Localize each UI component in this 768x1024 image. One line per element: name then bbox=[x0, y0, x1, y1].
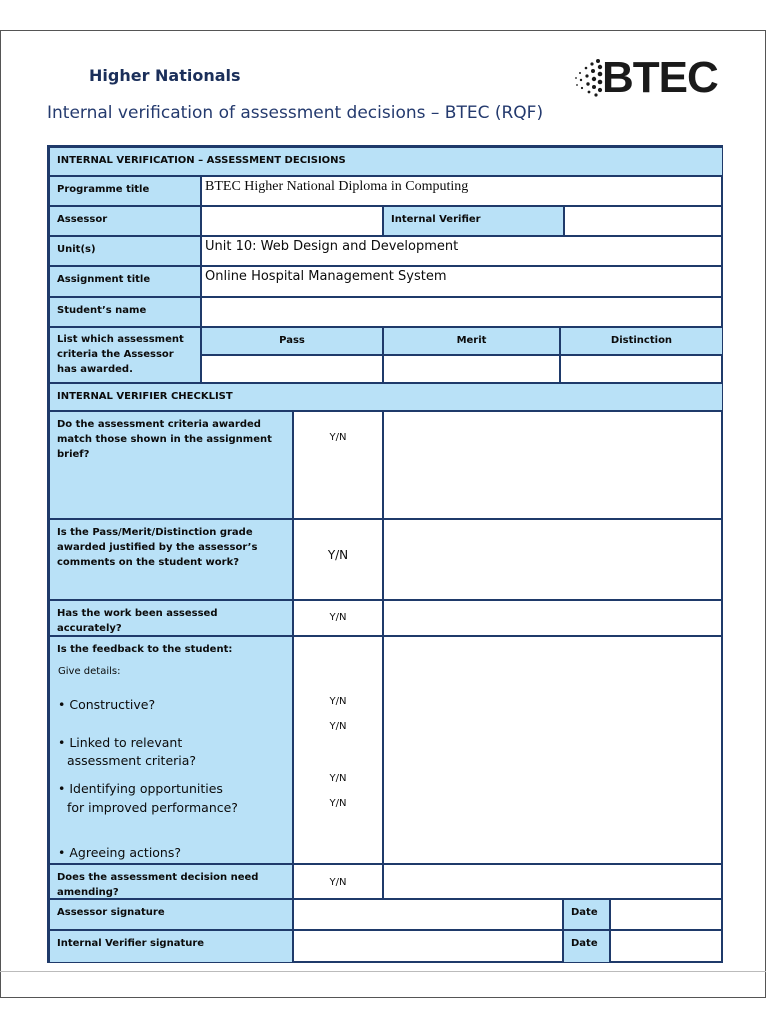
assessor-date-field[interactable] bbox=[610, 899, 723, 930]
q2-yn: Y/N bbox=[327, 548, 349, 562]
iv-date-field[interactable] bbox=[610, 930, 723, 963]
q5-yn: Y/N bbox=[329, 877, 347, 888]
merit-column-header: Merit bbox=[383, 327, 560, 355]
linked-item-cont: assessment criteria? bbox=[67, 753, 197, 768]
q1-yn-field[interactable] bbox=[293, 411, 383, 519]
assignment-title-field[interactable]: Online Hospital Management System bbox=[201, 266, 723, 297]
merit-criteria-field[interactable] bbox=[383, 355, 560, 383]
criteria-label: List which assessment criteria the Assessor has awarded. bbox=[49, 327, 201, 383]
q2-comment-field[interactable] bbox=[383, 519, 723, 600]
linked-yn: Y/N bbox=[329, 721, 347, 732]
iv-signature-field[interactable] bbox=[293, 930, 563, 963]
page-divider bbox=[0, 971, 766, 972]
assessor-signature-field[interactable] bbox=[293, 899, 563, 930]
q4-comment-field[interactable] bbox=[383, 636, 723, 864]
q1-label: Do the assessment criteria awarded match those shown in the assignment brief? bbox=[49, 411, 293, 519]
student-name-field[interactable] bbox=[201, 297, 723, 327]
constructive-yn: Y/N bbox=[329, 696, 347, 707]
verification-form bbox=[47, 145, 723, 963]
iv-signature-label: Internal Verifier signature bbox=[49, 930, 293, 963]
logo-wordmark: BTEC bbox=[602, 53, 718, 102]
btec-logo bbox=[574, 52, 724, 104]
q4-give-details: Give details: bbox=[58, 666, 121, 677]
section-title: INTERNAL VERIFICATION – ASSESSMENT DECISIONS bbox=[49, 147, 723, 176]
assessor-field[interactable] bbox=[201, 206, 383, 236]
assessor-signature-label: Assessor signature bbox=[49, 899, 293, 930]
units-field[interactable]: Unit 10: Web Design and Development bbox=[201, 236, 723, 266]
identifying-yn: Y/N bbox=[329, 773, 347, 784]
q2-yn-field[interactable] bbox=[293, 519, 383, 600]
logo-dots-icon bbox=[574, 58, 604, 98]
identifying-item: • Identifying opportunities bbox=[58, 781, 223, 796]
q3-yn: Y/N bbox=[329, 612, 347, 623]
q1-yn: Y/N bbox=[329, 432, 347, 443]
assignment-title-label: Assignment title bbox=[49, 266, 201, 297]
improved-yn: Y/N bbox=[329, 798, 347, 809]
internal-verifier-field[interactable] bbox=[564, 206, 723, 236]
pass-criteria-field[interactable] bbox=[201, 355, 383, 383]
student-name-label: Student’s name bbox=[49, 297, 201, 327]
q4-section bbox=[49, 636, 293, 864]
internal-verifier-label: Internal Verifier bbox=[383, 206, 564, 236]
q1-comment-field[interactable] bbox=[383, 411, 723, 519]
agreeing-item: • Agreeing actions? bbox=[58, 845, 182, 860]
checklist-title: INTERNAL VERIFIER CHECKLIST bbox=[49, 383, 723, 411]
q2-label: Is the Pass/Merit/Distinction grade awarded justified by the assessor’s comments on the student work? bbox=[49, 519, 293, 600]
q3-comment-field[interactable] bbox=[383, 600, 723, 636]
q3-label: Has the work been assessed accurately? bbox=[49, 600, 293, 636]
q5-label: Does the assessment decision need amending? bbox=[49, 864, 293, 899]
assessor-date-label: Date bbox=[563, 899, 610, 930]
distinction-column-header: Distinction bbox=[560, 327, 723, 355]
q4-label: Is the feedback to the student: bbox=[57, 644, 233, 655]
iv-date-label: Date bbox=[563, 930, 610, 963]
units-label: Unit(s) bbox=[49, 236, 201, 266]
programme-title-label: Programme title bbox=[49, 176, 201, 206]
assessor-label: Assessor bbox=[49, 206, 201, 236]
constructive-item: • Constructive? bbox=[58, 697, 156, 712]
identifying-item-cont: for improved performance? bbox=[67, 800, 238, 815]
q5-yn-field[interactable] bbox=[293, 864, 383, 899]
q3-yn-field[interactable] bbox=[293, 600, 383, 636]
programme-title-field[interactable]: BTEC Higher National Diploma in Computing bbox=[201, 176, 723, 206]
pass-column-header: Pass bbox=[201, 327, 383, 355]
program-line: Higher Nationals bbox=[89, 66, 241, 85]
distinction-criteria-field[interactable] bbox=[560, 355, 723, 383]
q4-yn-field[interactable] bbox=[293, 636, 383, 864]
q5-comment-field[interactable] bbox=[383, 864, 723, 899]
linked-item: • Linked to relevant bbox=[58, 735, 183, 750]
page-title: Internal verification of assessment decisions – BTEC (RQF) bbox=[47, 103, 544, 123]
